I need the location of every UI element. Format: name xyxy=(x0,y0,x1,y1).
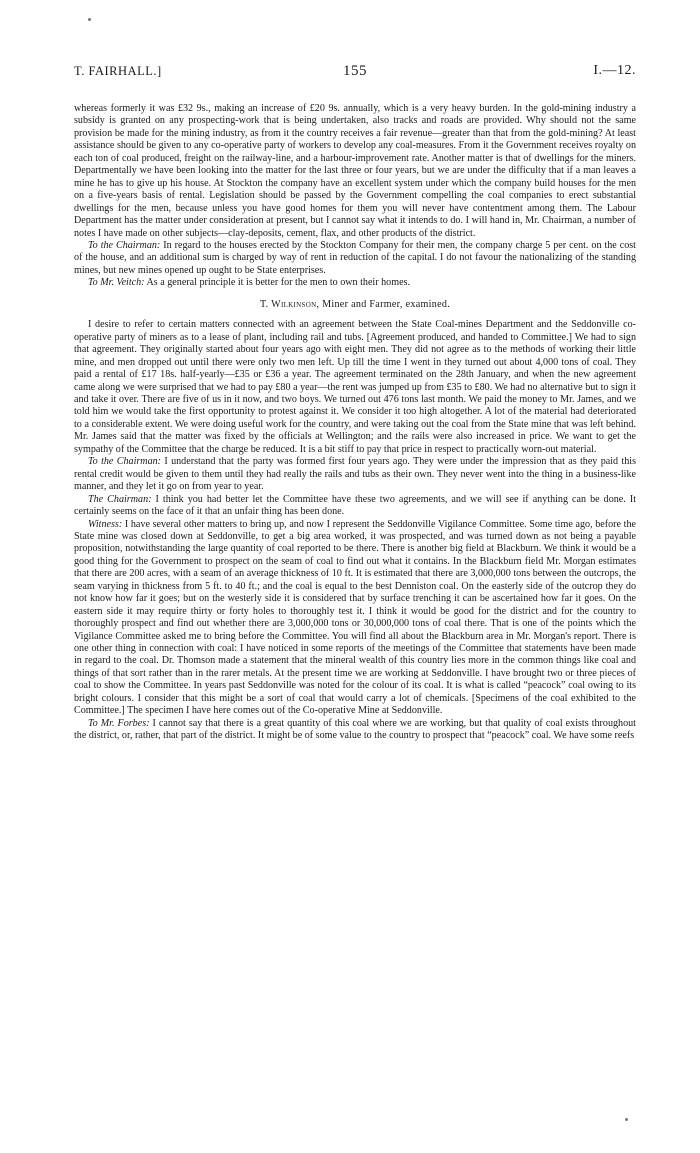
paragraph: The Chairman: I think you had better let the Committee have these two agreements, and we will see if anything can be done. It certainly seems on the face of it that an unfair thing has been done. xyxy=(74,493,636,518)
speaker-label: The Chairman: xyxy=(88,493,152,505)
speaker-label: To Mr. Veitch: xyxy=(88,277,145,289)
evidence-body xyxy=(74,103,636,743)
paragraph: I desire to refer to certain matters connected with an agreement between the State Coal-mines Department and the Seddonville co-operative party of miners as to a lease of plant, including rail and tubs. [Agreement produced, and handed to Committee.] We had to sign that agreement. They originally started about four years ago with eight men. They did not agree as to the methods of working their little mine, and men dropped out until there were only two men left. Up till the time I went in they turned out about 4,000 tons of coal. They paid a rental of £17 18s. half-yearly—£35 or £36 a year. The agreement terminated on the 28th January, and when the new agreement came along we were surprised that we had to pay £80 a year—the rent was jumped up from £35 to £80. We had no alternative but to sign it and take it over. There are five of us in it now, and two boys. We turned out 476 tons last month. We paid the money to Mr. James, and we told him we would take the first opportunity to protest against it. We consider it too high altogether. A lot of the material had deteriorated to a considerable extent. We were doing useful work for the country, and were taking out the coal from the State mine that was left behind. Mr. James said that the matter was fixed by the officials at Wellington; and the rails were also increased in price. We want to get the sympathy of the Committee that the charge be reduced. It is a bit stiff to pay that price in respect to practically worn-out material. xyxy=(74,319,636,455)
scan-speck xyxy=(88,18,91,21)
paragraph: To Mr. Veitch: As a general principle it is better for the men to own their homes. xyxy=(88,277,410,289)
witness-heading: T. Wilkinson, Miner and Farmer, examined. xyxy=(259,298,451,310)
speaker-label: Witness: xyxy=(88,518,123,530)
witness-name: T. Wilkinson xyxy=(259,298,317,310)
header-witness: T. FAIRHALL.] xyxy=(74,64,162,78)
paragraph: To Mr. Forbes: I cannot say that there is a great quantity of this coal where we are working, but that quality of coal exists throughout the district, or, rather, that part of the district. It might be of some value to the country to prospect that “peacock” coal. We have some reefs xyxy=(74,717,636,742)
page-number: 155 xyxy=(343,63,367,79)
speaker-label: To Mr. Forbes: xyxy=(88,717,150,729)
page-header xyxy=(74,64,636,82)
scan-speck xyxy=(625,1118,628,1121)
paragraph: To the Chairman: In regard to the houses erected by the Stockton Company for their men, the company charge 5 per cent. on the cost of the house, and an additional sum is charged by way of rent in reduction of the capital. I do not favour the nationalizing of the standing mines, but new mines opened up ought to be State enterprises. xyxy=(74,239,636,276)
paper-reference: I.—12. xyxy=(593,63,636,78)
paragraph: To the Chairman: I understand that the party was formed first four years ago. They were under the impression that as they paid this rental credit would be given to them until they had really the rails and tubs as their own. They never went into the thing in a business-like manner, and they let it go on from year to year. xyxy=(74,456,636,493)
speaker-label: To the Chairman: xyxy=(88,456,162,468)
paragraph: Witness: I have several other matters to bring up, and now I represent the Seddonville Vigilance Committee. Some time ago, before the State mine was closed down at Seddonville, to get a big area worked, it was prospected, and was turned down as not being a payable proposition, notwithstanding the large quantity of coal reported to be there. There is another big field at Blackburn. We think it would be a good thing for the Government to prospect on the seam of coal to find out what it contains. In the Blackburn field Mr. Morgan estimates that there are 200 acres, with a seam of an average thickness of 10 ft. It is estimated that there are 3,000,000 tons between the outcrops, the seam varying in thickness from 5 ft. to 40 ft.; and the coal is equal to the best Denniston coal. On the easterly side of the outcrop they do not know how far it goes; but on the westerly side it is considered that by surface trenching it can be ascertained how far it goes. On the eastern side it may require thirty or forty holes to thoroughly test it. I think it would be good for the district and for the country to thoroughly prospect and find out whether there are 3,000,000 tons or 30,000,000 tons of coal there. That is one of the points which the Vigilance Committee asked me to bring before the Committee. You will find all about the Blackburn area in Mr. Morgan's report. There is one other thing in connection with coal: I have noticed in some reports of the meetings of the Committee that statements have been made in regard to the coal. Dr. Thomson made a statement that the mineral wealth of this country lies more in the common things like coal and things of that sort rather than in the rarer metals. At the present time we are working at Seddonville. I have brought two or three pieces of coal to show the Committee. In years past Seddonville was noted for the colour of its coal. It is what is called “peacock” coal owing to its bright colours. I consider that this might be a sort of coal that would carry a lot of chemicals. [Specimens of the coal exhibited to the Committee.] The specimen I have here comes out of the Co-operative Mine at Seddonville. xyxy=(74,518,636,717)
speaker-label: To the Chairman: xyxy=(88,239,161,251)
paragraph: whereas formerly it was £32 9s., making an increase of £20 9s. annually, which is a very heavy burden. In the gold-mining industry a subsidy is granted on any prospecting-work that is being undertaken, also tracks and roads are provided. Why should not the same provision be made for the mining industry, as from it the country receives a fair revenue—greater than that from the gold-mining? At least assistance should be given to any co-operative party of workers to develop any coal-measures. From it the Government receives royalty on each ton of coal produced, freight on the railway-line, and a harbour-improvement rate. Another matter is that of dwellings for the miners. Departmentally we have been looking into the matter for the last three or four years, but we are under the difficulty that if a man leaves a mine he has to give up his house. At Stockton the company have an excellent system under which the company build houses for the men on a five-years basis of rental. Legislation should be passed by the Government compelling the coal companies to erect substantial dwellings for the men, because unless you have good homes for them you will never have contentment among them. The Labour Department has the matter under consideration at present, but I cannot say what it intends to do. I will hand in, Mr. Chairman, a number of notes I have made on other subjects—clay-deposits, cement, flax, and other products of the district. xyxy=(74,103,636,239)
